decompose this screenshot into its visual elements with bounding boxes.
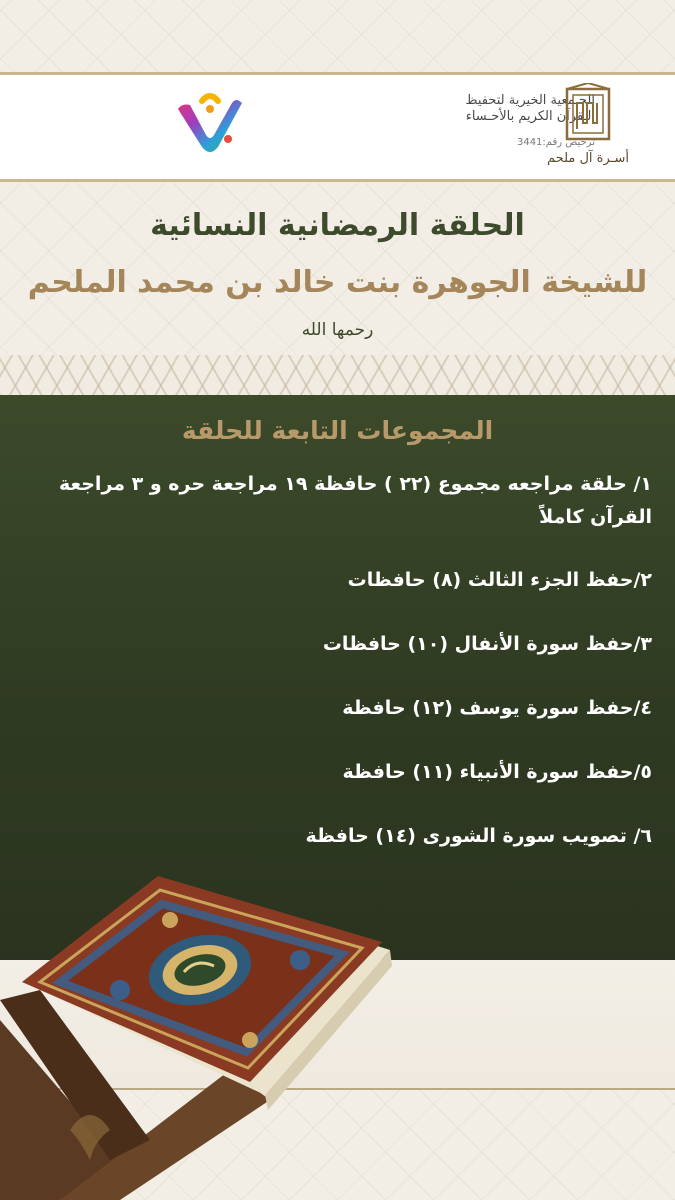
lattice-border <box>0 355 675 397</box>
group-item-1: ١/ حلقة مراجعه مجموع (٢٢ ) حافظة ١٩ مراجعة حره و ٣ مراجعة القرآن كاملاً <box>58 473 652 528</box>
family-logo-icon <box>553 83 623 143</box>
groups-list <box>30 468 652 884</box>
group-item-6: ٦/ تصويب سورة الشورى (١٤) حافظة <box>305 825 652 847</box>
group-item-4: ٤/حفظ سورة يوسف (١٢) حافظة <box>342 697 652 719</box>
group-item-5: ٥/حفظ سورة الأنبياء (١١) حافظة <box>342 761 652 783</box>
association-logo-icon <box>172 87 248 157</box>
header-card <box>0 72 675 182</box>
groups-heading: المجموعات التابعة للحلقة <box>181 416 494 445</box>
main-title: الحلقة الرمضانية النسائية <box>150 208 525 243</box>
association-name-line1: الجـمعية الخيرية لتحفيظ <box>465 93 595 108</box>
quran-on-stand-image <box>0 870 400 1200</box>
group-item-2: ٢/حفظ الجزء الثالث (٨) حافظات <box>347 569 652 591</box>
prayer-text: رحمها الله <box>301 320 374 340</box>
association-name-line2: الـقرآن الكريم بالأحـساء <box>465 109 595 124</box>
license-number: ترخيص رقم:3441 <box>516 137 595 148</box>
family-name: أسـرة آل ملحم <box>547 151 629 166</box>
subtitle: للشيخة الجوهرة بنت خالد بن محمد الملحم <box>27 265 648 300</box>
group-item-3: ٣/حفظ سورة الأنفال (١٠) حافظات <box>322 633 652 655</box>
